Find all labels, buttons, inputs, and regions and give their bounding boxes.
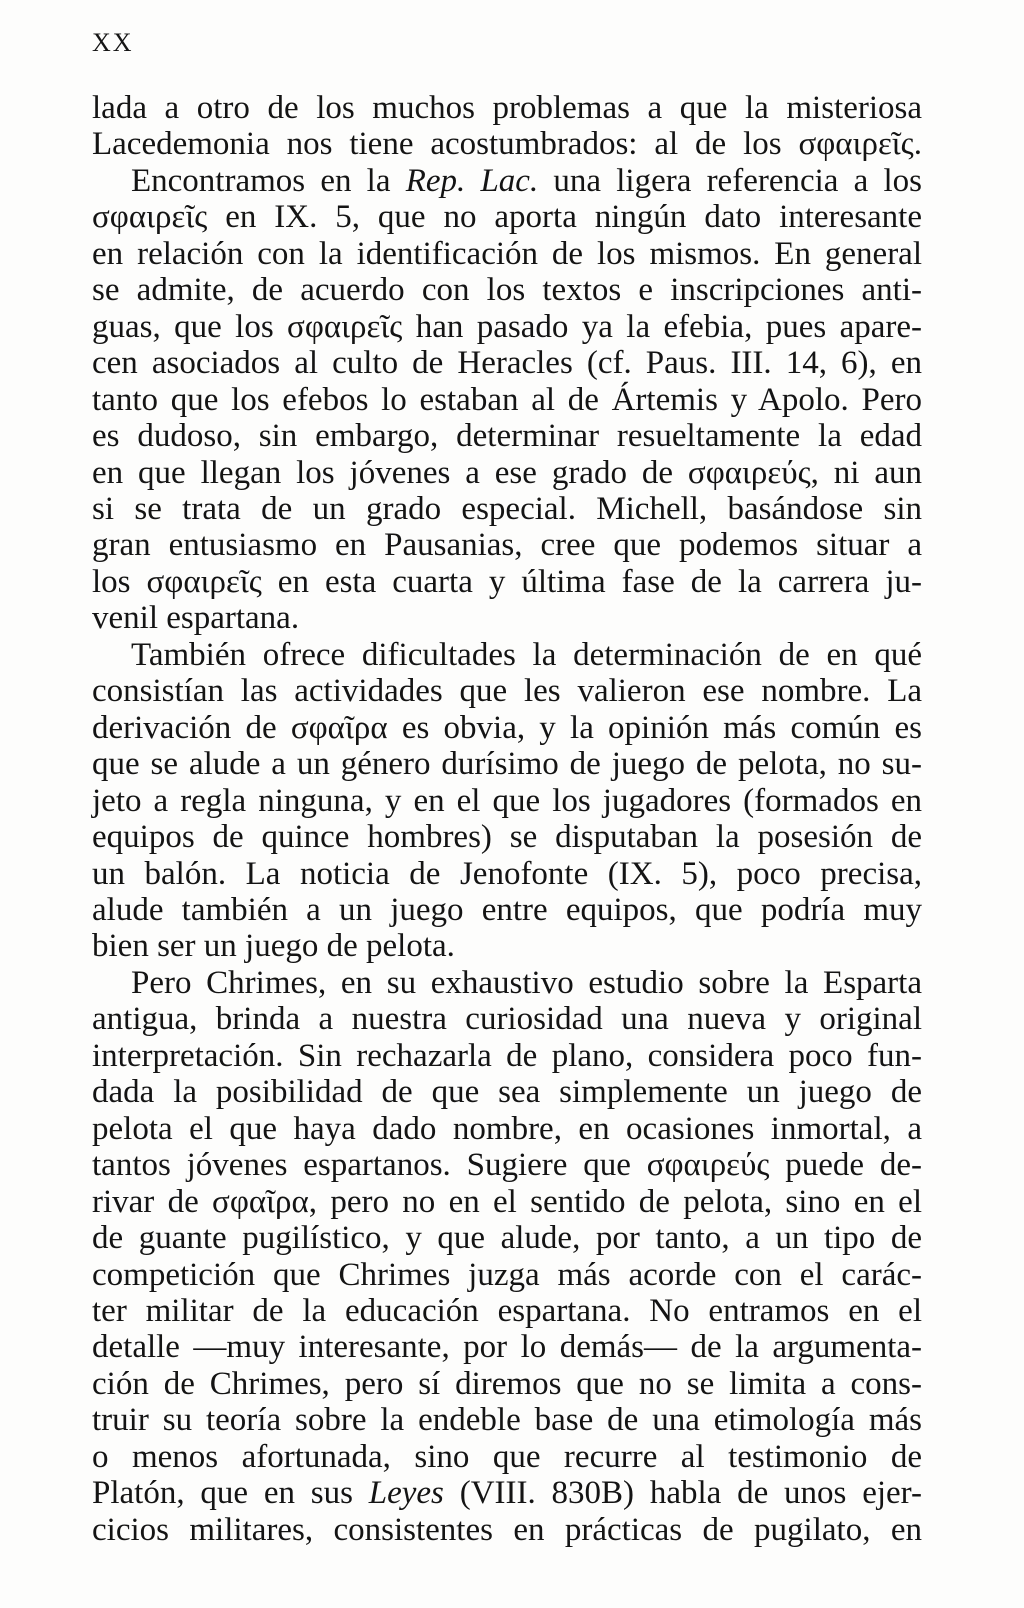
page-number: XX <box>92 28 134 57</box>
text-line: un balón. La noticia de Jenofonte (IX. 5), poco precisa, <box>92 855 922 892</box>
text-line: gran entusiasmo en Pausanias, cree que podemos situar a <box>92 527 922 564</box>
text-line: guas, que los σφαιρεῖς han pasado ya la efebia, pues apare- <box>92 308 922 345</box>
text-line: si se trata de un grado especial. Michell, basándose sin <box>92 490 922 527</box>
text-line: ción de Chrimes, pero sí diremos que no se limita a cons- <box>92 1365 922 1402</box>
text-line: en relación con la identificación de los mismos. En general <box>92 235 922 272</box>
text-line: tanto que los efebos lo estaban al de Ártemis y Apolo. Pero <box>92 381 922 418</box>
paragraph-3 <box>92 637 922 965</box>
text-line: competición que Chrimes juzga más acorde con el carác- <box>92 1256 922 1293</box>
text-line: truir su teoría sobre la endeble base de una etimología más <box>92 1402 922 1439</box>
text-line: También ofrece dificultades la determinación de en qué <box>131 636 922 673</box>
italic-text: Leyes <box>368 1475 444 1512</box>
text-line: cicios militares, consistentes en prácticas de pugilato, en <box>92 1511 922 1548</box>
text-line: en que llegan los jóvenes a ese grado de σφαιρεύς, ni aun <box>92 454 922 491</box>
text-line: que se alude a un género durísimo de juego de pelota, no su- <box>92 746 922 783</box>
text-line: rivar de σφαῖρα, pero no en el sentido de pelota, sino en el <box>92 1183 922 1220</box>
text-line: derivación de σφαῖρα es obvia, y la opinión más común es <box>92 709 922 746</box>
text-line: venil espartana. <box>92 600 300 637</box>
paragraph-2 <box>92 163 922 637</box>
text-line: detalle —muy interesante, por lo demás— de la argumenta- <box>92 1329 922 1366</box>
text-segment: (VIII. 830B) habla de unos ejer- <box>443 1475 922 1512</box>
text-line: o menos afortunada, sino que recurre al testimonio de <box>92 1438 922 1475</box>
text-line: dada la posibilidad de que sea simplemente un juego de <box>92 1074 922 1111</box>
body-text <box>92 90 922 1548</box>
text-line: consistían las actividades que les valieron ese nombre. La <box>92 673 922 710</box>
text-line: cen asociados al culto de Heracles (cf. Paus. III. 14, 6), en <box>92 345 922 382</box>
text-line: Lacedemonia nos tiene acostumbrados: al de los σφαιρεῖς. <box>92 126 922 163</box>
text-line: se admite, de acuerdo con los textos e inscripciones anti- <box>92 272 922 309</box>
text-line <box>92 1475 922 1511</box>
text-line: jeto a regla ninguna, y en el que los jugadores (formados en <box>92 782 922 819</box>
text-line: σφαιρεῖς en IX. 5, que no aporta ningún dato interesante <box>92 199 922 236</box>
text-line: antigua, brinda a nuestra curiosidad una nueva y original <box>92 1001 922 1038</box>
text-line: Pero Chrimes, en su exhaustivo estudio sobre la Esparta <box>131 964 922 1001</box>
text-line: alude también a un juego entre equipos, que podría muy <box>92 891 922 928</box>
paragraph-4 <box>92 965 922 1548</box>
text-line <box>92 163 922 199</box>
text-segment: Encontramos en la <box>131 162 406 199</box>
text-line: lada a otro de los muchos problemas a que la misteriosa <box>92 90 922 126</box>
text-line: tantos jóvenes espartanos. Sugiere que σφαιρεύς puede de- <box>92 1147 922 1184</box>
paragraph-1 <box>92 90 922 163</box>
text-line: los σφαιρεῖς en esta cuarta y última fase de la carrera ju- <box>92 563 922 600</box>
text-segment: Platón, que en sus <box>92 1475 369 1512</box>
italic-text: Rep. Lac. <box>405 162 539 199</box>
text-line: equipos de quince hombres) se disputaban la posesión de <box>92 819 922 856</box>
text-line: de guante pugilístico, y que alude, por tanto, a un tipo de <box>92 1220 922 1257</box>
text-segment: una ligera referencia a los <box>538 162 922 199</box>
text-line: ter militar de la educación espartana. No entramos en el <box>92 1292 922 1329</box>
text-line: es dudoso, sin embargo, determinar resueltamente la edad <box>92 418 922 455</box>
text-line: pelota el que haya dado nombre, en ocasiones inmortal, a <box>92 1110 922 1147</box>
text-line: bien ser un juego de pelota. <box>92 928 455 965</box>
text-line: interpretación. Sin rechazarla de plano, considera poco fun- <box>92 1037 922 1074</box>
